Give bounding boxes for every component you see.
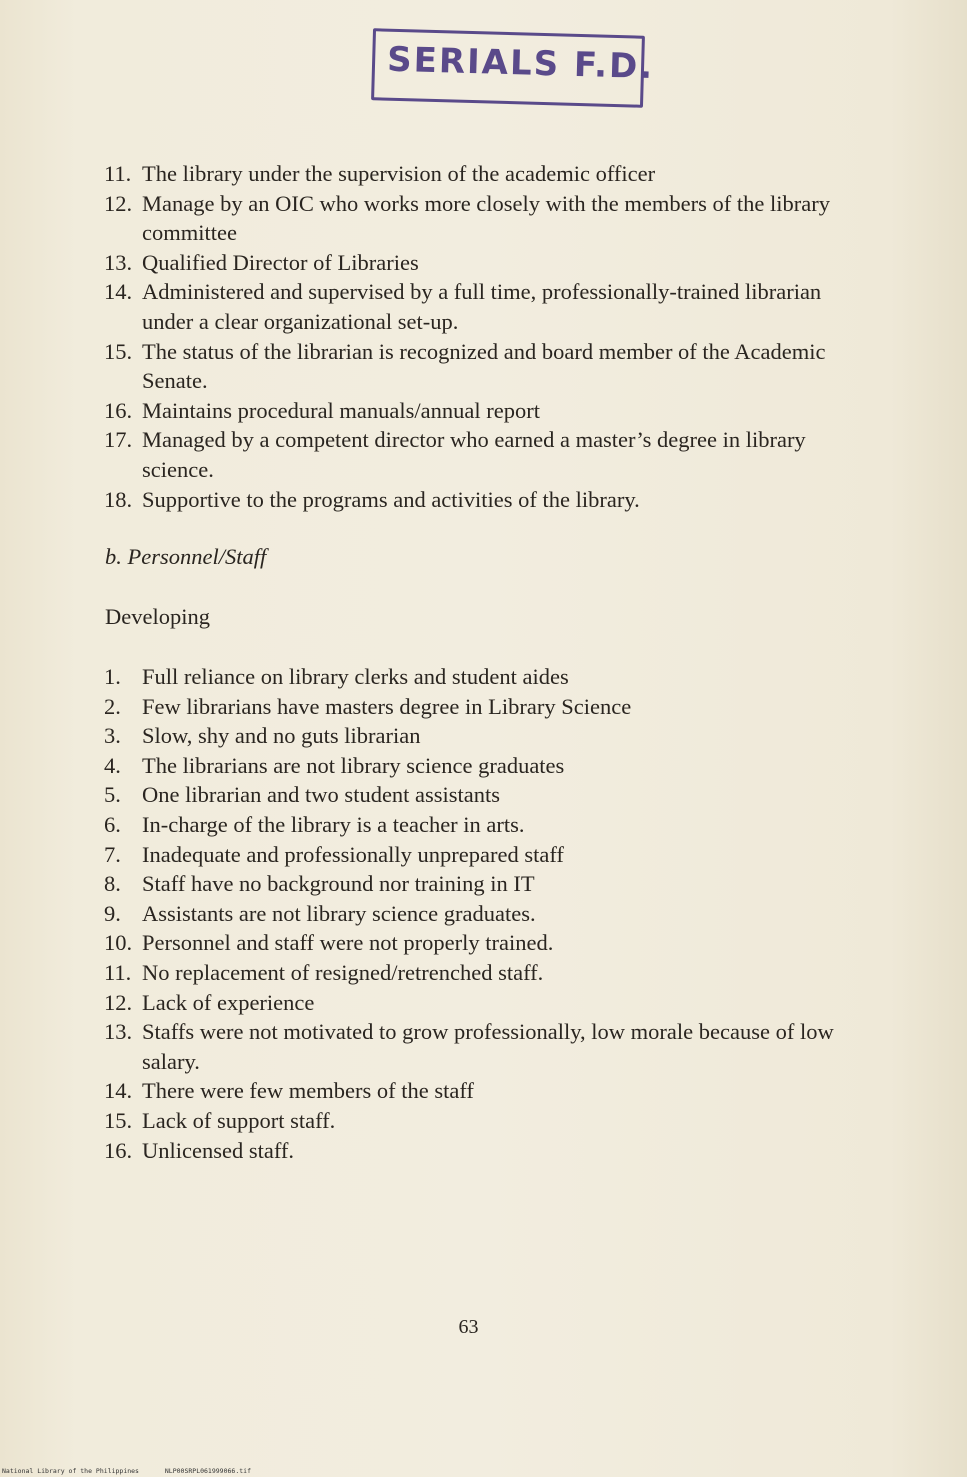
list-item xyxy=(104,1017,834,1076)
item-number: 15. xyxy=(104,1107,133,1133)
list-item xyxy=(104,899,834,929)
list-item xyxy=(104,485,834,515)
list-item xyxy=(104,189,834,248)
serials-stamp xyxy=(371,28,655,108)
item-text: Full reliance on library clerks and student aides xyxy=(142,664,569,689)
item-number: 15. xyxy=(104,338,133,364)
item-number: 8. xyxy=(104,871,121,897)
list-item xyxy=(104,662,834,692)
item-number: 4. xyxy=(104,752,121,778)
item-number: 14. xyxy=(104,1078,133,1104)
item-number: 3. xyxy=(104,723,121,749)
item-number: 16. xyxy=(104,397,133,423)
item-number: 12. xyxy=(104,190,133,216)
item-number: 5. xyxy=(104,782,121,808)
item-text: Inadequate and professionally unprepared staff xyxy=(142,841,564,867)
item-text: Assistants are not library science graduates. xyxy=(142,900,536,926)
item-text: Lack of support staff. xyxy=(142,1107,336,1133)
item-number: 14. xyxy=(104,279,133,305)
list-item xyxy=(104,751,834,781)
list-item xyxy=(104,840,834,870)
list-item xyxy=(104,810,834,840)
list-item xyxy=(104,928,834,958)
item-text: No replacement of resigned/retrenched staff. xyxy=(142,959,544,985)
item-text: Administered and supervised by a full time, professionally-trained librarian under a clear organizational set-up. xyxy=(142,279,822,334)
item-text: Qualified Director of Libraries xyxy=(142,249,419,275)
list-item xyxy=(104,1106,834,1136)
list-item xyxy=(104,425,834,484)
item-text: Lack of experience xyxy=(142,989,315,1015)
item-number: 2. xyxy=(104,693,121,719)
item-number: 13. xyxy=(104,1019,133,1045)
item-number: 16. xyxy=(104,1137,133,1163)
scan-footer xyxy=(2,1467,273,1475)
item-text: In-charge of the library is a teacher in arts. xyxy=(142,811,525,837)
item-text: The librarians are not library science graduates xyxy=(142,752,565,778)
page-number: 63 xyxy=(458,1316,479,1338)
item-number: 11. xyxy=(104,959,132,985)
item-number: 13. xyxy=(104,249,133,275)
list-item xyxy=(104,159,834,189)
item-text: The library under the supervision of the academic officer xyxy=(142,161,656,186)
item-text: Staff have no background nor training in IT xyxy=(142,871,535,897)
list-item xyxy=(104,958,834,988)
item-text: Staffs were not motivated to grow professionally, low morale because of low salary. xyxy=(142,1019,834,1074)
item-number: 7. xyxy=(104,841,121,867)
item-text: There were few members of the staff xyxy=(142,1078,474,1104)
subheading-developing: Developing xyxy=(105,604,210,629)
list-item xyxy=(104,337,834,396)
footer-file: NLP00SRPL061999066.tif xyxy=(164,1467,251,1475)
item-number: 12. xyxy=(104,989,133,1015)
item-text: The status of the librarian is recognized and board member of the Academic Senate. xyxy=(142,338,826,394)
developing-list xyxy=(104,662,834,1165)
item-number: 18. xyxy=(104,486,133,512)
section-heading: b. Personnel/Staff xyxy=(105,544,267,569)
item-text: Supportive to the programs and activities of the library. xyxy=(142,486,640,512)
list-item xyxy=(104,277,834,336)
item-number: 9. xyxy=(104,900,121,926)
item-text: Unlicensed staff. xyxy=(142,1137,295,1163)
stamp-text: SERIALS F.D. xyxy=(386,39,655,88)
list-item xyxy=(104,396,834,426)
list-item xyxy=(104,692,834,722)
item-text: Maintains procedural manuals/annual report xyxy=(142,397,540,423)
list-item xyxy=(104,1076,834,1106)
item-number: 17. xyxy=(104,427,133,453)
list-item xyxy=(104,721,834,751)
item-text: Managed by a competent director who earned a master’s degree in library science. xyxy=(142,427,806,482)
item-text: Manage by an OIC who works more closely with the members of the library committee xyxy=(142,190,830,246)
item-text: One librarian and two student assistants xyxy=(142,782,501,808)
item-number: 1. xyxy=(104,664,121,689)
list-item xyxy=(104,780,834,810)
criteria-list xyxy=(104,159,834,514)
list-item xyxy=(104,869,834,899)
item-number: 6. xyxy=(104,811,121,837)
item-text: Few librarians have masters degree in Library Science xyxy=(142,693,632,719)
list-item xyxy=(104,1136,834,1166)
item-number: 11. xyxy=(104,161,132,186)
item-text: Personnel and staff were not properly trained. xyxy=(142,930,554,956)
item-text: Slow, shy and no guts librarian xyxy=(142,723,421,749)
footer-source: National Library of the Philippines xyxy=(2,1467,139,1475)
list-item xyxy=(104,988,834,1018)
item-number: 10. xyxy=(104,930,133,956)
list-item xyxy=(104,248,834,278)
